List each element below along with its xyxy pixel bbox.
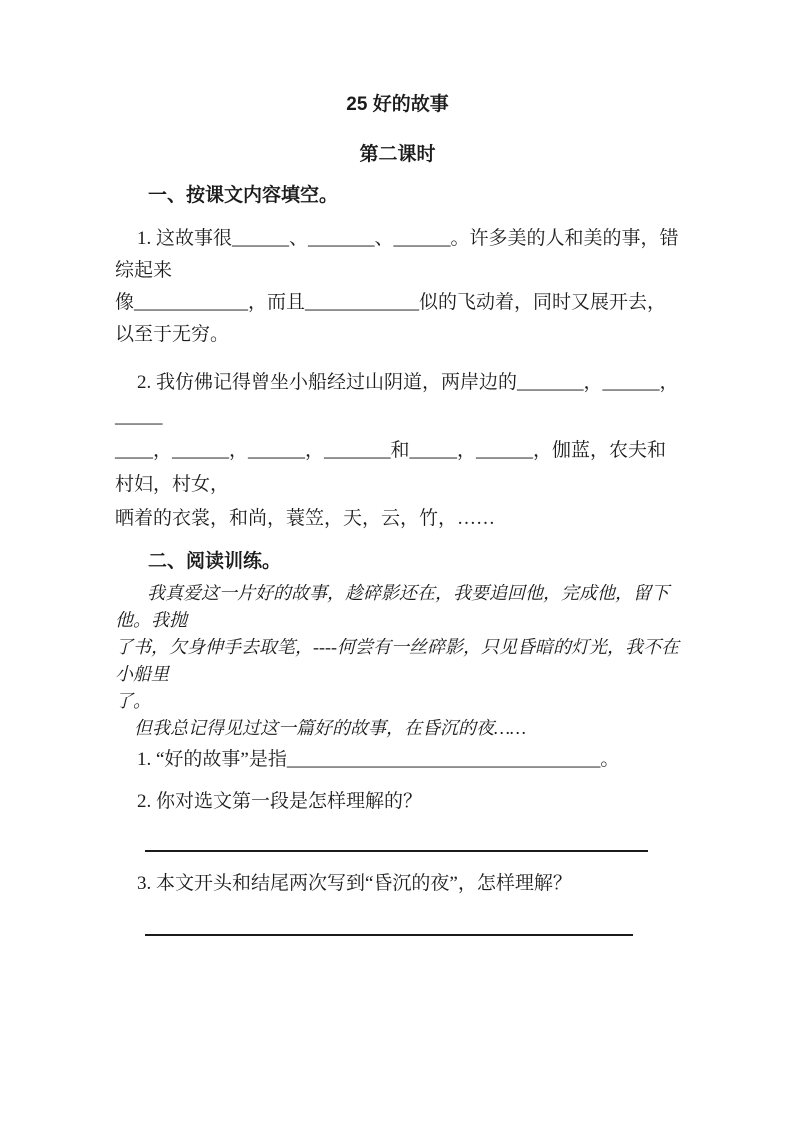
fill-blank-question-2 <box>115 366 680 536</box>
question-line: 2. 我仿佛记得曾坐小船经过山阴道，两岸边的_______，______，_____ <box>115 372 679 427</box>
question-line: ____，______，______，_______和_____，______，伽蓝，农夫和村妇，村女， <box>115 440 667 495</box>
section1-heading: 一、按课文内容填空。 <box>148 185 339 206</box>
reading-passage <box>115 580 680 715</box>
reading-question-3: 3. 本文开头和结尾两次写到“昏沉的夜”，怎样理解？ <box>137 873 572 894</box>
answer-line-1 <box>145 850 648 852</box>
reading-question-2: 2. 你对选文第一段是怎样理解的？ <box>137 791 423 812</box>
passage-line: 了书，欠身伸手去取笔，----何尝有一丝碎影，只见昏暗的灯光，我不在小船里 <box>115 637 679 684</box>
fill-blank-question-1 <box>115 223 680 351</box>
section2-heading: 二、阅读训练。 <box>148 551 282 572</box>
passage-line: 我真爱这一片好的故事，趁碎影还在，我要追回他，完成他，留下他。我抛 <box>115 583 669 630</box>
question-line: 1. 这故事很______、_______、______。许多美的人和美的事，错综起来 <box>115 228 679 281</box>
answer-line-2 <box>145 934 633 936</box>
session-title: 第二课时 <box>359 144 436 165</box>
passage-line: 了。 <box>115 691 151 711</box>
question-line: 晒着的衣裳，和尚，蓑笠，天，云，竹，…… <box>115 508 496 529</box>
lesson-title: 25 好的故事 <box>346 94 449 115</box>
passage-closing-line: 但我总记得见过这一篇好的故事，在昏沉的夜…… <box>134 718 527 738</box>
question-line: 像____________，而且____________似的飞动着，同时又展开去，以至于无穷。 <box>115 292 667 345</box>
reading-question-1: 1. “好的故事”是指_________________________________。 <box>137 749 620 770</box>
